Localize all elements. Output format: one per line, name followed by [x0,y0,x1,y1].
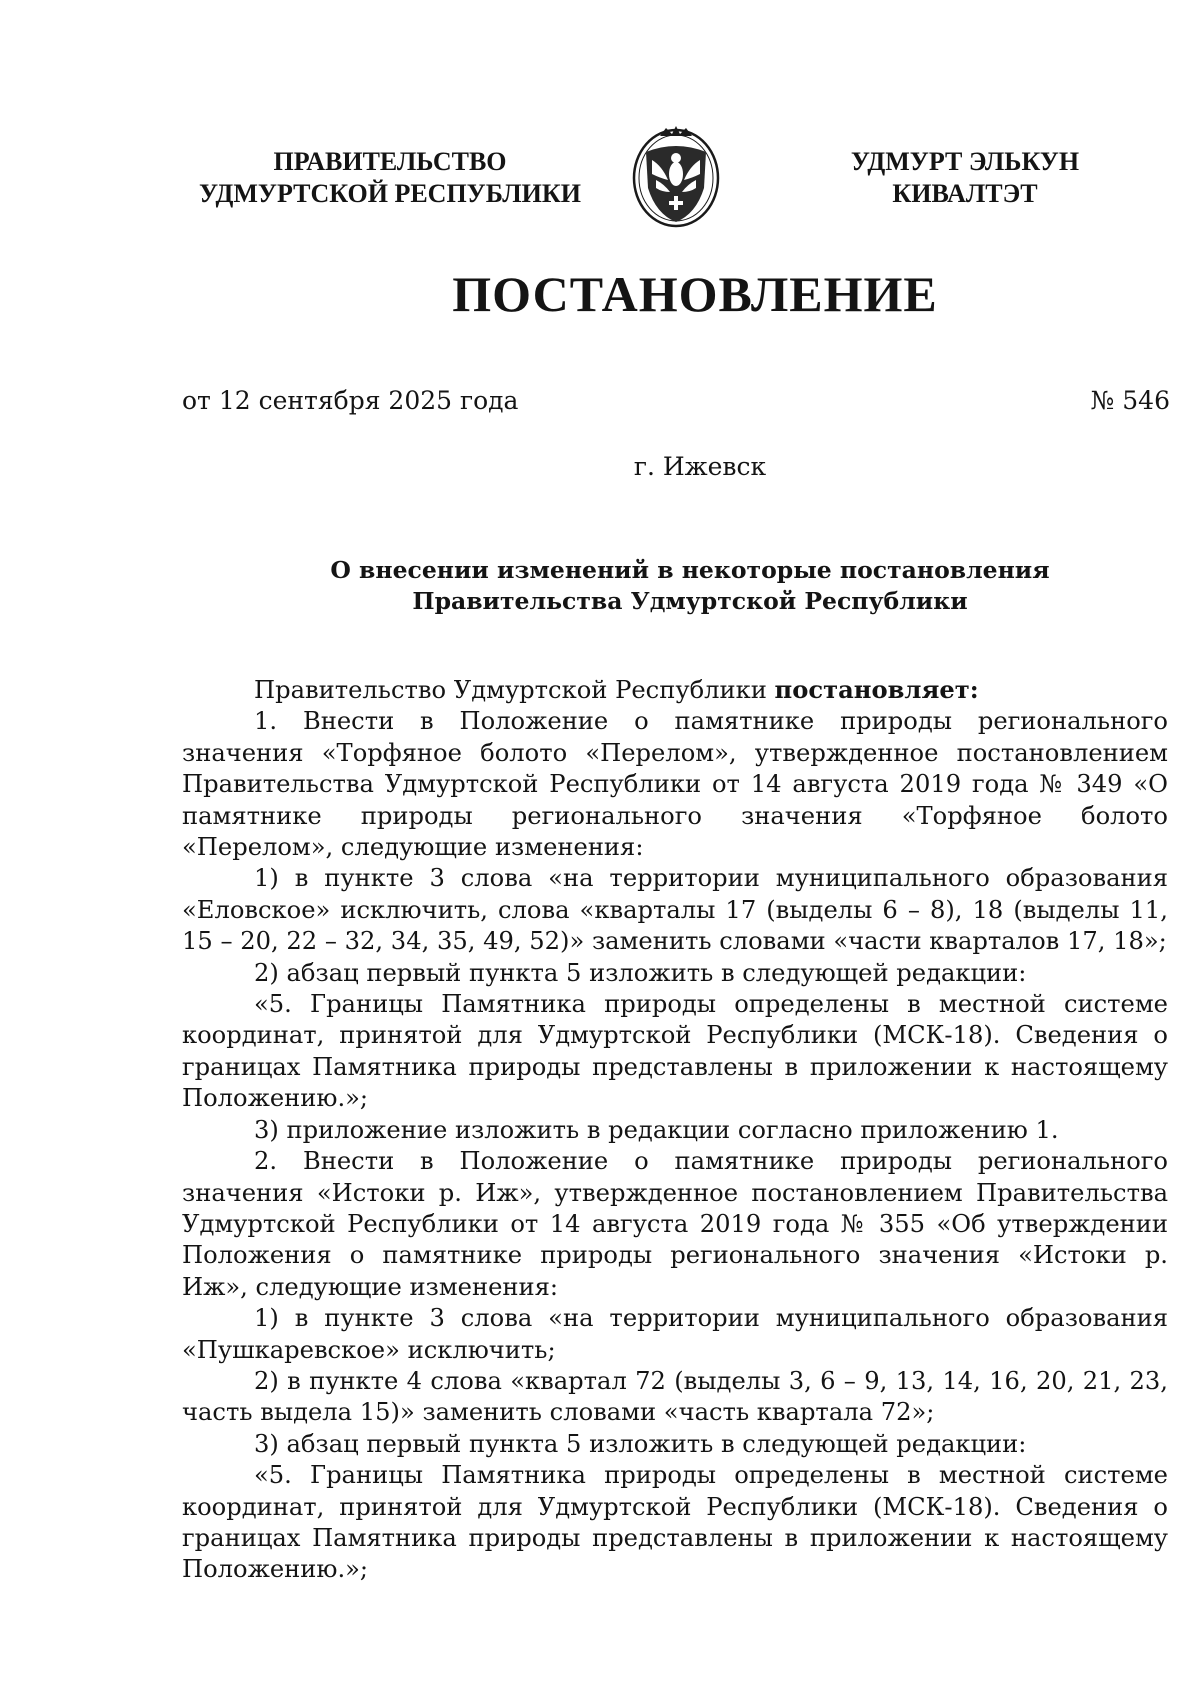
body-paragraph: 2. Внести в Положение о памятнике природы регионального значения «Истоки р. Иж», утвержденное постановлением Правительства Удмуртской Республики от 14 августа 2019 года № 355 «Об утверждении Положения о памятнике природы регионального значения «Истоки р. Иж», следующие изменения: [182,1147,1168,1301]
document-subject-line1: О внесении изменений в некоторые постановления [330,556,1050,584]
document-subject-line2: Правительства Удмуртской Республики [412,587,968,615]
document-subject [0,555,1200,617]
body-intro-text: Правительство Удмуртской Республики [254,676,775,704]
body-intro [182,674,1168,706]
body-paragraph: 2) абзац первый пункта 5 изложить в следующей редакции: [254,958,1027,987]
document-city: г. Ижевск [633,452,767,481]
body-paragraph: 3) абзац первый пункта 5 изложить в следующей редакции: [254,1429,1027,1458]
org-name-russian-line2: УДМУРТСКОЙ РЕСПУБЛИКИ [199,179,581,208]
document-type-title: ПОСТАНОВЛЕНИЕ [452,266,938,322]
org-name-russian [180,146,600,210]
org-name-udmurt [815,146,1115,210]
org-name-russian-line1: ПРАВИТЕЛЬСТВО [273,147,507,176]
body-paragraph: «5. Границы Памятника природы определены в местной системе координат, принятой для Удмуртской Республики (МСК-18). Сведения о границах Памятника природы представлены в приложении к настоящему Положению.»; [182,990,1168,1113]
body-paragraph: 1. Внести в Положение о памятнике природы регионального значения «Торфяное болото «Перелом», утвержденное постановлением Правительства Удмуртской Республики от 14 августа 2019 года № 349 «О памятнике природы регионального значения «Торфяное болото «Перелом», следующие изменения: [182,707,1168,862]
document-date: от 12 сентября 2025 года [182,386,519,415]
coat-of-arms-icon [626,122,726,232]
body-paragraph: 1) в пункте 3 слова «на территории муниципального образования «Еловское» исключить, слова «кварталы 17 (выделы 6 – 8), 18 (выделы 11, 15 – 20, 22 – 32, 34, 35, 49, 52)» заменить словами «части кварталов 17, 18»; [182,864,1168,956]
org-name-udmurt-line2: КИВАЛТЭТ [892,179,1038,208]
body-paragraph: 2) в пункте 4 слова «квартал 72 (выделы 3, 6 – 9, 13, 14, 16, 20, 21, 23, часть выдела 15)» заменить словами «часть квартала 72»; [182,1366,1168,1427]
body-paragraph: «5. Границы Памятника природы определены в местной системе координат, принятой для Удмуртской Республики (МСК-18). Сведения о границах Памятника природы представлены в приложении к настоящему Положению.»; [182,1461,1168,1584]
document-number: № 546 [1090,386,1170,415]
document-body [182,674,1168,1586]
org-name-udmurt-line1: УДМУРТ ЭЛЬКУН [850,147,1080,176]
body-paragraph: 3) приложение изложить в редакции согласно приложению 1. [254,1115,1059,1144]
body-intro-decision: постановляет: [774,675,979,704]
body-paragraph: 1) в пункте 3 слова «на территории муниципального образования «Пушкаревское» исключить; [182,1304,1168,1364]
